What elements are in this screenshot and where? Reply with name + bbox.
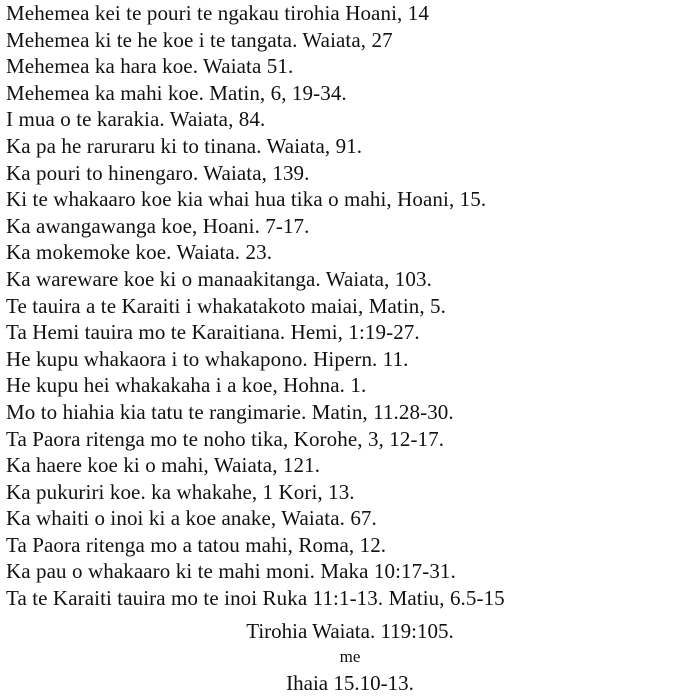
reference-line: Mehemea ka mahi koe. Matin, 6, 19-34. — [6, 80, 347, 105]
reference-line: Ka pouri to hinengaro. Waiata, 139. — [6, 160, 310, 185]
footer-line-3: Ihaia 15.10-13. — [286, 671, 414, 695]
footer-references — [0, 618, 700, 696]
reference-line: He kupu whakaora i to whakapono. Hipern. 11. — [6, 346, 409, 371]
footer-line-1: Tirohia Waiata. 119:105. — [246, 619, 454, 643]
reference-line: Ki te whakaaro koe kia whai hua tika o mahi, Hoani, 15. — [6, 187, 487, 212]
reference-line: Ka pukuriri koe. ka whakahe, 1 Kori, 13. — [6, 479, 355, 504]
reference-line: Ka haere koe ki o mahi, Waiata, 121. — [6, 453, 321, 478]
reference-line: Te tauira a te Karaiti i whakatakoto maiai, Matin, 5. — [6, 293, 447, 318]
reference-line: Ka mokemoke koe. Waiata. 23. — [6, 240, 273, 265]
reference-line: Ka whaiti o inoi ki a koe anake, Waiata. 67. — [6, 506, 377, 531]
reference-list — [6, 0, 700, 612]
reference-line: Mehemea ka hara koe. Waiata 51. — [6, 54, 294, 79]
reference-line: Ta Paora ritenga mo a tatou mahi, Roma, 12. — [6, 532, 387, 557]
footer-line-2: me — [339, 647, 361, 666]
reference-line: Mo to hiahia kia tatu te rangimarie. Matin, 11.28-30. — [6, 399, 454, 424]
reference-line: Ka pa he raruraru ki to tinana. Waiata, 91. — [6, 133, 363, 158]
reference-line: Mehemea kei te pouri te ngakau tirohia Hoani, 14 — [6, 1, 429, 25]
reference-line: Ka pau o whakaaro ki te mahi moni. Maka 10:17-31. — [6, 559, 456, 584]
reference-line: Ta Paora ritenga mo te noho tika, Korohe, 3, 12-17. — [6, 426, 445, 451]
reference-line: Ka wareware koe ki o manaakitanga. Waiata, 103. — [6, 266, 432, 291]
reference-line: Ta Hemi tauira mo te Karaitiana. Hemi, 1:19-27. — [6, 320, 420, 345]
reference-line: He kupu hei whakakaha i a koe, Hohna. 1. — [6, 373, 367, 398]
reference-line: Ka awangawanga koe, Hoani. 7-17. — [6, 213, 310, 238]
reference-line: Mehemea ki te he koe i te tangata. Waiata, 27 — [6, 27, 393, 52]
reference-line: Ta te Karaiti tauira mo te inoi Ruka 11:1-13. Matiu, 6.5-15 — [6, 586, 505, 611]
reference-line: I mua o te karakia. Waiata, 84. — [6, 107, 266, 132]
